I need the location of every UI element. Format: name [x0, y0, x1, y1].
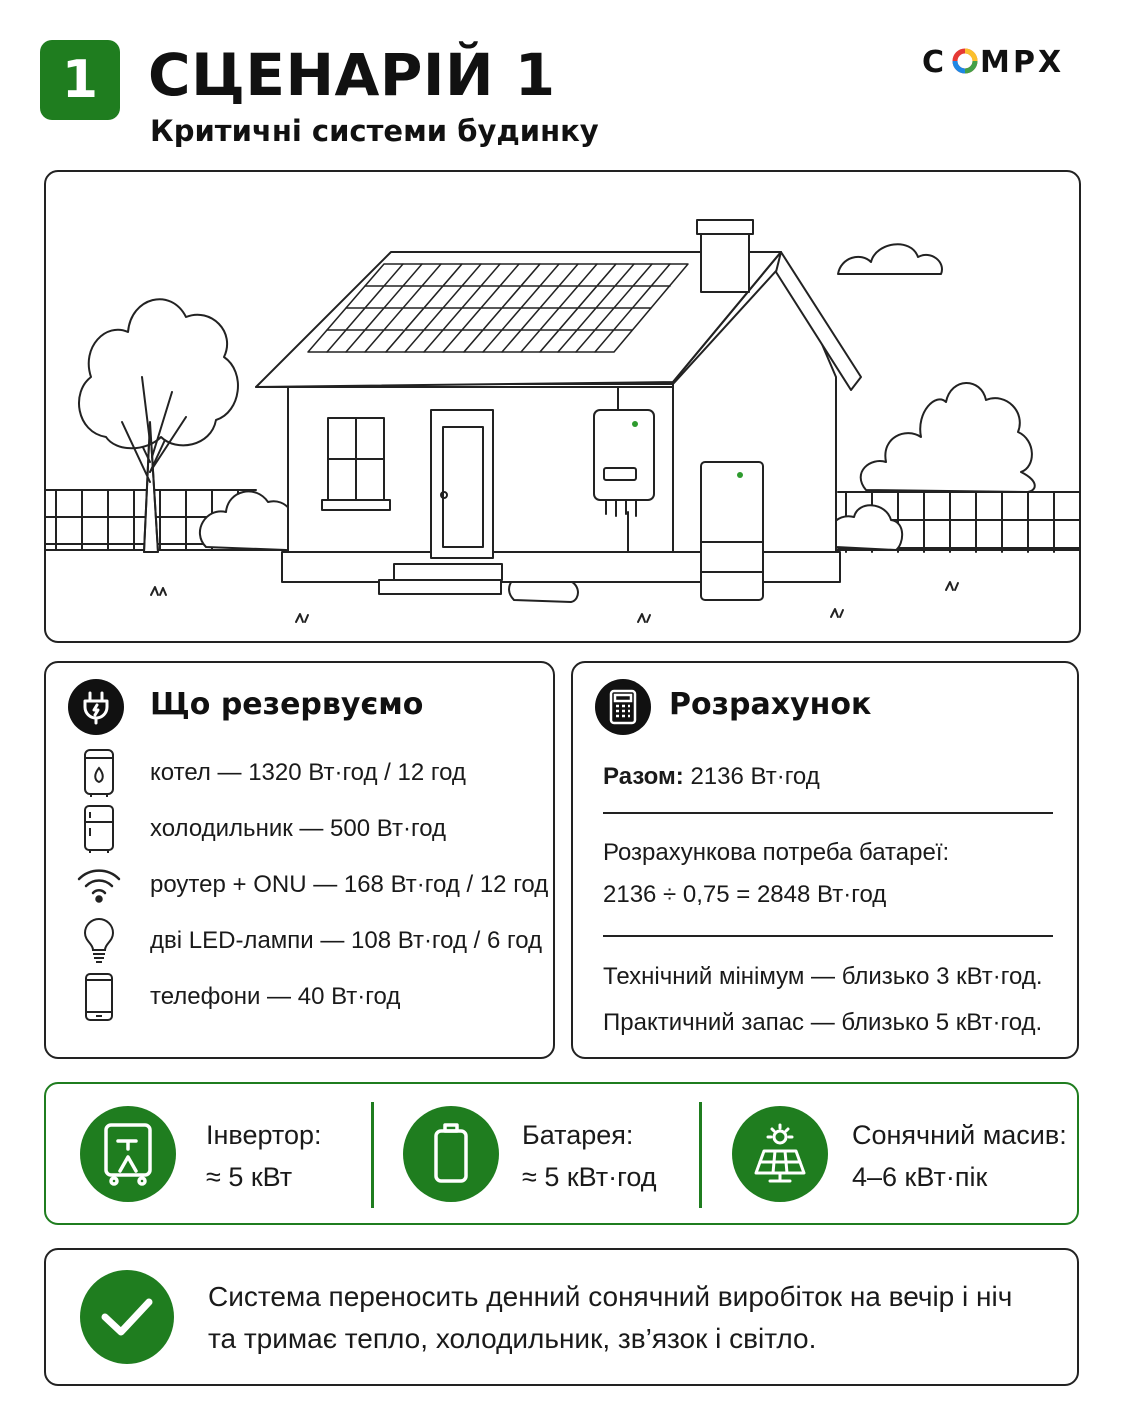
brand-letter-x: X [1038, 45, 1062, 80]
load-led-lamps: дві LED-лампи — 108 Вт·год / 6 год [150, 927, 543, 954]
brand-letter-c: C [922, 45, 946, 80]
battery-need-label: Розрахункова потреба батареї: [603, 839, 950, 866]
bush-left [200, 491, 297, 550]
divider [603, 812, 1053, 814]
summary-line-1: Система переносить денний сонячний виробіток на вечір і ніч [208, 1281, 1013, 1312]
loads-list [74, 745, 548, 1025]
practical-reserve: Практичний запас — близько 5 кВт·год. [603, 1009, 1043, 1036]
load-router: роутер + ONU — 168 Вт·год / 12 год [150, 871, 549, 898]
battery-cabinet [701, 462, 763, 600]
battery-label: Батарея: [522, 1120, 634, 1150]
boiler-icon [74, 748, 124, 798]
phone-icon [74, 972, 124, 1022]
inverter-led [632, 421, 638, 427]
technical-minimum: Технічний мінімум — близько 3 кВт·год. [603, 963, 1043, 990]
brand-letter-p: P [1013, 45, 1035, 80]
battery-icon [403, 1106, 499, 1202]
inverter-value: ≈ 5 кВт [206, 1162, 293, 1192]
solar-label: Сонячний масив: [852, 1120, 1067, 1150]
calc-total [603, 763, 820, 791]
loads-card [44, 661, 555, 1059]
house-illustration [46, 172, 1079, 641]
solar-value: 4–6 кВт·пік [852, 1162, 988, 1192]
system-specs-card [44, 1082, 1079, 1225]
calculator-icon [595, 679, 651, 735]
summary-text [208, 1276, 1048, 1360]
divider [699, 1102, 702, 1208]
page-subtitle: Критичні системи будинку [150, 114, 599, 148]
summary-line-2: та тримає тепло, холодильник, зв’язок і світло. [208, 1323, 817, 1354]
total-label: Разом: [603, 763, 684, 790]
inverter-label: Інвертор: [206, 1120, 322, 1150]
cloud-icon [838, 244, 942, 274]
inverter-icon [80, 1106, 176, 1202]
checkmark-icon [80, 1270, 174, 1364]
bulb-icon [74, 916, 124, 966]
battery-led [737, 472, 743, 478]
house-illustration-card [44, 170, 1081, 643]
list-item [74, 857, 548, 913]
summary-card [44, 1248, 1079, 1386]
list-item [74, 913, 548, 969]
background-tree [861, 383, 1035, 492]
battery-value: ≈ 5 кВт·год [522, 1162, 657, 1192]
total-value: 2136 Вт·год [690, 763, 820, 790]
loads-title: Що резервуємо [150, 687, 424, 722]
scenario-number-badge [40, 40, 120, 120]
brand-rainbow-o [955, 51, 975, 71]
page-title: СЦЕНАРІЙ 1 [148, 41, 556, 109]
list-item [74, 801, 548, 857]
load-fridge: холодильник — 500 Вт·год [150, 815, 447, 842]
load-boiler: котел — 1320 Вт·год / 12 год [150, 759, 466, 786]
solar-panel-icon [732, 1106, 828, 1202]
list-item [74, 745, 548, 801]
brand-logo [920, 42, 1078, 82]
divider [371, 1102, 374, 1208]
calculation-card [571, 661, 1079, 1059]
battery-need-formula: 2136 ÷ 0,75 = 2848 Вт·год [603, 881, 887, 908]
fridge-icon [74, 804, 124, 854]
list-item [74, 969, 548, 1025]
scenario-number: 1 [61, 50, 99, 110]
inverter-spec [206, 1114, 322, 1198]
solar-array-spec [852, 1114, 1067, 1198]
divider [603, 935, 1053, 937]
wifi-icon [74, 860, 124, 910]
plug-icon [68, 679, 124, 735]
load-phones: телефони — 40 Вт·год [150, 983, 401, 1010]
brand-letter-m: M [980, 45, 1010, 80]
battery-spec [522, 1114, 657, 1198]
calc-title: Розрахунок [669, 687, 872, 722]
bush-right [830, 505, 902, 550]
